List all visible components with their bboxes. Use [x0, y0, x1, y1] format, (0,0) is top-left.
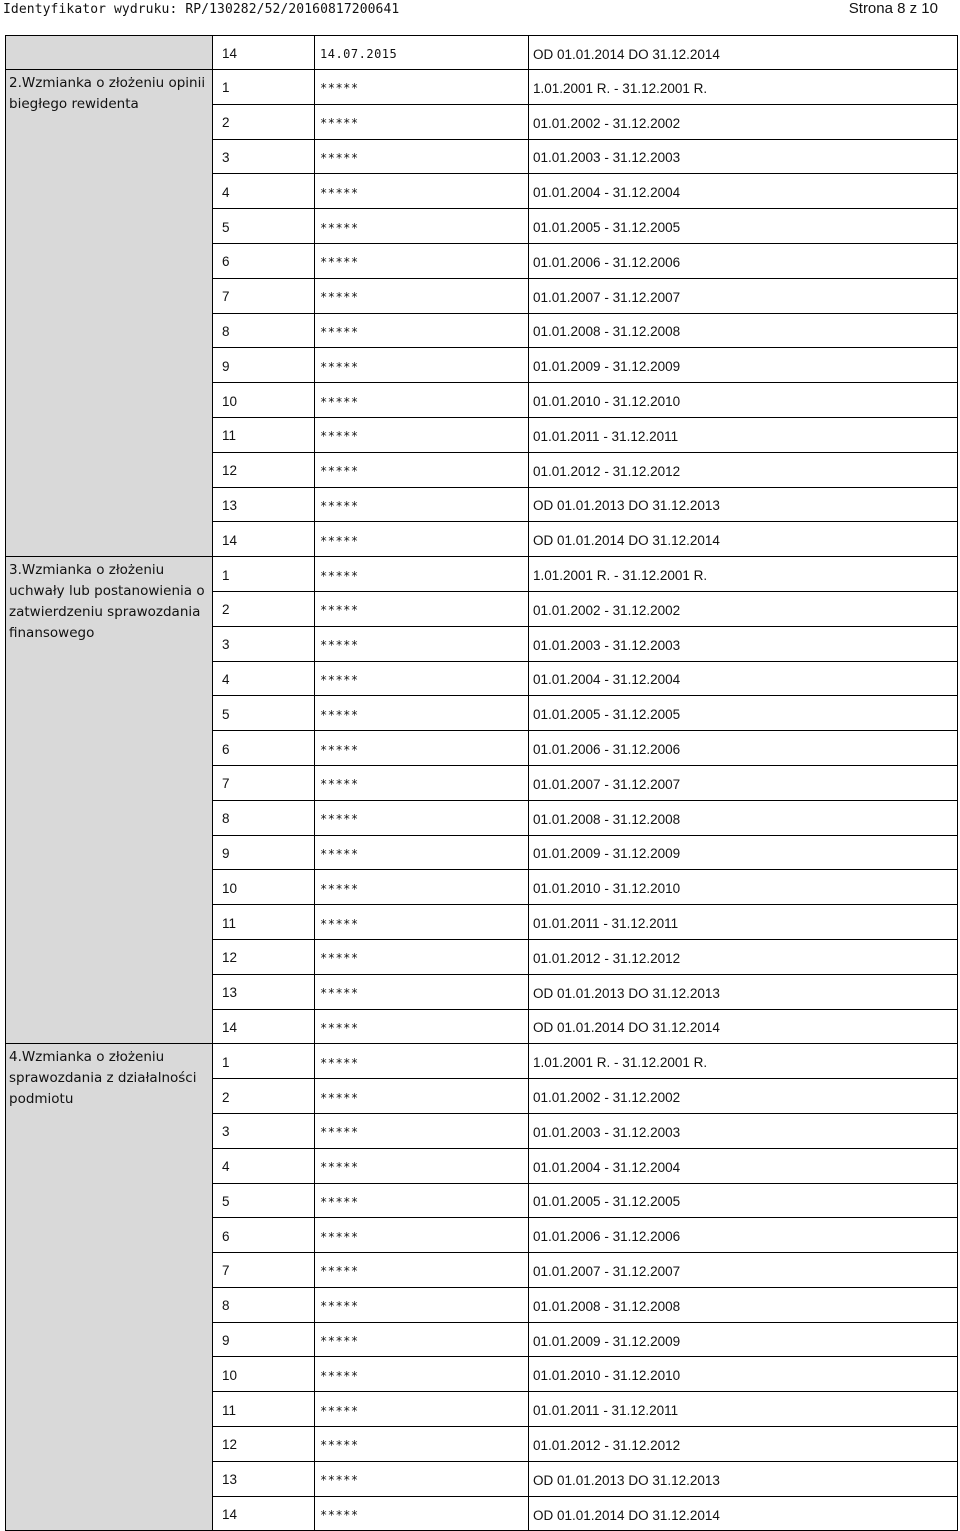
row-code: ***** [315, 1496, 529, 1531]
row-number: 4 [213, 661, 315, 696]
row-number: 3 [213, 1113, 315, 1148]
row-code: ***** [315, 661, 529, 696]
row-code: ***** [315, 70, 529, 105]
row-number: 2 [213, 1079, 315, 1114]
row-number: 14 [213, 1496, 315, 1531]
row-period: 01.01.2002 - 31.12.2002 [529, 591, 958, 626]
row-period: 01.01.2002 - 31.12.2002 [529, 104, 958, 139]
row-number: 11 [213, 1392, 315, 1427]
row-code: ***** [315, 209, 529, 244]
row-period: OD 01.01.2013 DO 31.12.2013 [529, 974, 958, 1009]
row-code: 14.07.2015 [315, 36, 529, 70]
section-label: 3.Wzmianka o złożeniu uchwały lub postanowienia o zatwierdzeniu sprawozdania finansowego [6, 557, 213, 1044]
page-number: Strona 8 z 10 [848, 0, 938, 17]
row-code: ***** [315, 591, 529, 626]
row-code: ***** [315, 522, 529, 557]
row-code: ***** [315, 417, 529, 452]
row-code: ***** [315, 348, 529, 383]
row-number: 4 [213, 1148, 315, 1183]
print-identifier: Identyfikator wydruku: RP/130282/52/20160817200641 [3, 2, 400, 17]
row-number: 13 [213, 487, 315, 522]
row-number: 14 [213, 1009, 315, 1044]
row-number: 9 [213, 1322, 315, 1357]
row-number: 6 [213, 243, 315, 278]
row-code: ***** [315, 1218, 529, 1253]
row-number: 1 [213, 70, 315, 105]
row-period: OD 01.01.2013 DO 31.12.2013 [529, 1461, 958, 1496]
row-code: ***** [315, 487, 529, 522]
row-number: 1 [213, 557, 315, 592]
row-code: ***** [315, 174, 529, 209]
row-period: 01.01.2011 - 31.12.2011 [529, 905, 958, 940]
row-number: 9 [213, 835, 315, 870]
table-row [6, 557, 958, 592]
row-number: 3 [213, 139, 315, 174]
row-period: 01.01.2007 - 31.12.2007 [529, 1253, 958, 1288]
row-number: 9 [213, 348, 315, 383]
row-number: 10 [213, 383, 315, 418]
row-code: ***** [315, 313, 529, 348]
row-period: 01.01.2012 - 31.12.2012 [529, 939, 958, 974]
table-row [6, 70, 958, 105]
row-number: 12 [213, 1427, 315, 1462]
row-number: 10 [213, 1357, 315, 1392]
row-period: 01.01.2003 - 31.12.2003 [529, 139, 958, 174]
row-code: ***** [315, 835, 529, 870]
row-period: OD 01.01.2014 DO 31.12.2014 [529, 36, 958, 70]
table-row [6, 36, 958, 70]
row-number: 4 [213, 174, 315, 209]
row-period: 01.01.2006 - 31.12.2006 [529, 1218, 958, 1253]
row-period: 01.01.2009 - 31.12.2009 [529, 348, 958, 383]
row-code: ***** [315, 1148, 529, 1183]
row-number: 13 [213, 974, 315, 1009]
row-period: 01.01.2007 - 31.12.2007 [529, 765, 958, 800]
section-label: 4.Wzmianka o złożeniu sprawozdania z działalności podmiotu [6, 1044, 213, 1531]
registry-table [5, 35, 958, 1531]
row-period: OD 01.01.2013 DO 31.12.2013 [529, 487, 958, 522]
row-number: 1 [213, 1044, 315, 1079]
row-code: ***** [315, 1322, 529, 1357]
row-number: 14 [213, 522, 315, 557]
row-number: 12 [213, 452, 315, 487]
row-number: 8 [213, 800, 315, 835]
row-period: 1.01.2001 R. - 31.12.2001 R. [529, 557, 958, 592]
row-number: 8 [213, 313, 315, 348]
row-number: 8 [213, 1287, 315, 1322]
section-label: 2.Wzmianka o złożeniu opinii biegłego rewidenta [6, 70, 213, 557]
row-period: 1.01.2001 R. - 31.12.2001 R. [529, 1044, 958, 1079]
row-period: 01.01.2004 - 31.12.2004 [529, 174, 958, 209]
row-period: 01.01.2004 - 31.12.2004 [529, 661, 958, 696]
row-period: 1.01.2001 R. - 31.12.2001 R. [529, 70, 958, 105]
row-number: 6 [213, 1218, 315, 1253]
row-period: 01.01.2007 - 31.12.2007 [529, 278, 958, 313]
row-code: ***** [315, 1392, 529, 1427]
row-code: ***** [315, 1009, 529, 1044]
row-period: 01.01.2008 - 31.12.2008 [529, 800, 958, 835]
row-code: ***** [315, 1253, 529, 1288]
row-period: OD 01.01.2014 DO 31.12.2014 [529, 522, 958, 557]
row-period: 01.01.2003 - 31.12.2003 [529, 626, 958, 661]
row-period: 01.01.2005 - 31.12.2005 [529, 209, 958, 244]
row-code: ***** [315, 939, 529, 974]
row-period: 01.01.2011 - 31.12.2011 [529, 1392, 958, 1427]
row-period: 01.01.2010 - 31.12.2010 [529, 870, 958, 905]
row-period: 01.01.2005 - 31.12.2005 [529, 696, 958, 731]
row-period: 01.01.2010 - 31.12.2010 [529, 383, 958, 418]
row-code: ***** [315, 383, 529, 418]
row-number: 7 [213, 278, 315, 313]
row-code: ***** [315, 626, 529, 661]
row-code: ***** [315, 905, 529, 940]
row-code: ***** [315, 139, 529, 174]
row-code: ***** [315, 1427, 529, 1462]
row-period: 01.01.2005 - 31.12.2005 [529, 1183, 958, 1218]
row-number: 2 [213, 591, 315, 626]
row-period: 01.01.2009 - 31.12.2009 [529, 1322, 958, 1357]
row-code: ***** [315, 104, 529, 139]
row-code: ***** [315, 1044, 529, 1079]
row-period: 01.01.2006 - 31.12.2006 [529, 243, 958, 278]
row-number: 11 [213, 417, 315, 452]
row-period: OD 01.01.2014 DO 31.12.2014 [529, 1009, 958, 1044]
row-code: ***** [315, 974, 529, 1009]
row-number: 3 [213, 626, 315, 661]
row-period: 01.01.2002 - 31.12.2002 [529, 1079, 958, 1114]
row-code: ***** [315, 870, 529, 905]
row-period: 01.01.2012 - 31.12.2012 [529, 1427, 958, 1462]
row-code: ***** [315, 243, 529, 278]
row-code: ***** [315, 1113, 529, 1148]
row-number: 10 [213, 870, 315, 905]
table-row [6, 1044, 958, 1079]
row-period: OD 01.01.2014 DO 31.12.2014 [529, 1496, 958, 1531]
row-period: 01.01.2006 - 31.12.2006 [529, 731, 958, 766]
row-number: 14 [213, 36, 315, 70]
row-code: ***** [315, 696, 529, 731]
row-code: ***** [315, 1461, 529, 1496]
row-number: 12 [213, 939, 315, 974]
row-period: 01.01.2008 - 31.12.2008 [529, 1287, 958, 1322]
row-period: 01.01.2012 - 31.12.2012 [529, 452, 958, 487]
row-number: 6 [213, 731, 315, 766]
row-code: ***** [315, 765, 529, 800]
row-number: 13 [213, 1461, 315, 1496]
row-number: 5 [213, 209, 315, 244]
row-period: 01.01.2008 - 31.12.2008 [529, 313, 958, 348]
row-period: 01.01.2010 - 31.12.2010 [529, 1357, 958, 1392]
row-period: 01.01.2011 - 31.12.2011 [529, 417, 958, 452]
row-number: 5 [213, 1183, 315, 1218]
row-code: ***** [315, 278, 529, 313]
row-code: ***** [315, 1183, 529, 1218]
row-code: ***** [315, 1079, 529, 1114]
row-number: 7 [213, 765, 315, 800]
row-code: ***** [315, 1287, 529, 1322]
row-number: 7 [213, 1253, 315, 1288]
print-header [0, 0, 960, 22]
row-period: 01.01.2004 - 31.12.2004 [529, 1148, 958, 1183]
registry-table-body [6, 36, 958, 1531]
row-code: ***** [315, 557, 529, 592]
row-code: ***** [315, 731, 529, 766]
row-number: 2 [213, 104, 315, 139]
row-number: 11 [213, 905, 315, 940]
section-label-continuation [6, 36, 213, 70]
row-code: ***** [315, 800, 529, 835]
row-period: 01.01.2009 - 31.12.2009 [529, 835, 958, 870]
row-code: ***** [315, 452, 529, 487]
row-number: 5 [213, 696, 315, 731]
row-period: 01.01.2003 - 31.12.2003 [529, 1113, 958, 1148]
row-code: ***** [315, 1357, 529, 1392]
